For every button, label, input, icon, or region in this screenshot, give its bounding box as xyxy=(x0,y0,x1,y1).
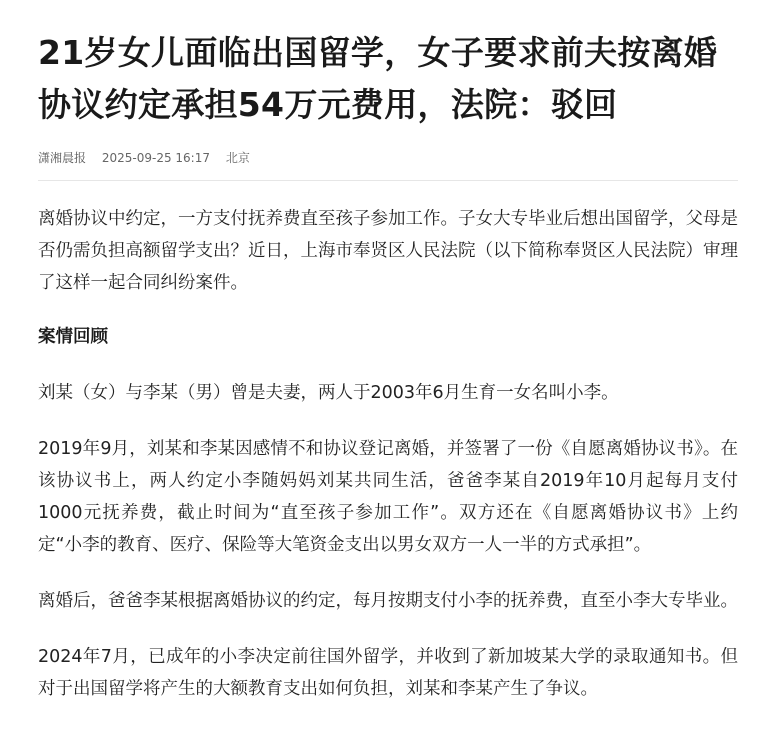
paragraph: 2024年7月，已成年的小李决定前往国外留学，并收到了新加坡某大学的录取通知书。但对于出国留学将产生的大额教育支出如何负担，刘某和李某产生了争议。 xyxy=(38,647,738,699)
paragraph-intro: 离婚协议中约定，一方支付抚养费直至孩子参加工作。子女大专毕业后想出国留学，父母是否仍需负担高额留学支出？近日，上海市奉贤区人民法院（以下简称奉贤区人民法院）审理了这样一起合同纠纷案件。 xyxy=(38,209,738,293)
source-link[interactable]: 潇湘晨报 xyxy=(38,151,87,165)
divider xyxy=(38,180,738,181)
paragraph: 刘某（女）与李某（男）曾是夫妻，两人于2003年6月生育一女名叫小李。 xyxy=(38,383,619,403)
publish-location: 北京 xyxy=(225,151,250,165)
section-heading: 案情回顾 xyxy=(38,327,108,347)
article-meta xyxy=(38,150,738,166)
article-title: 21岁女儿面临出国留学，女子要求前夫按离婚协议约定承担54万元费用，法院：驳回 xyxy=(38,33,718,124)
paragraph: 2019年9月，刘某和李某因感情不和协议登记离婚，并签署了一份《自愿离婚协议书》。在该协议书上，两人约定小李随妈妈刘某共同生活，爸爸李某自2019年10月起每月支付1000元抚养费，截止时间为“直至孩子参加工作”。双方还在《自愿离婚协议书》上约定“小李的教育、医疗、保险等大笔资金支出以男女双方一人一半的方式承担”。 xyxy=(38,439,738,555)
paragraph: 离婚后，爸爸李某根据离婚协议的约定，每月按期支付小李的抚养费，直至小李大专毕业。 xyxy=(38,591,738,611)
publish-time: 2025-09-25 16:17 xyxy=(101,151,210,165)
